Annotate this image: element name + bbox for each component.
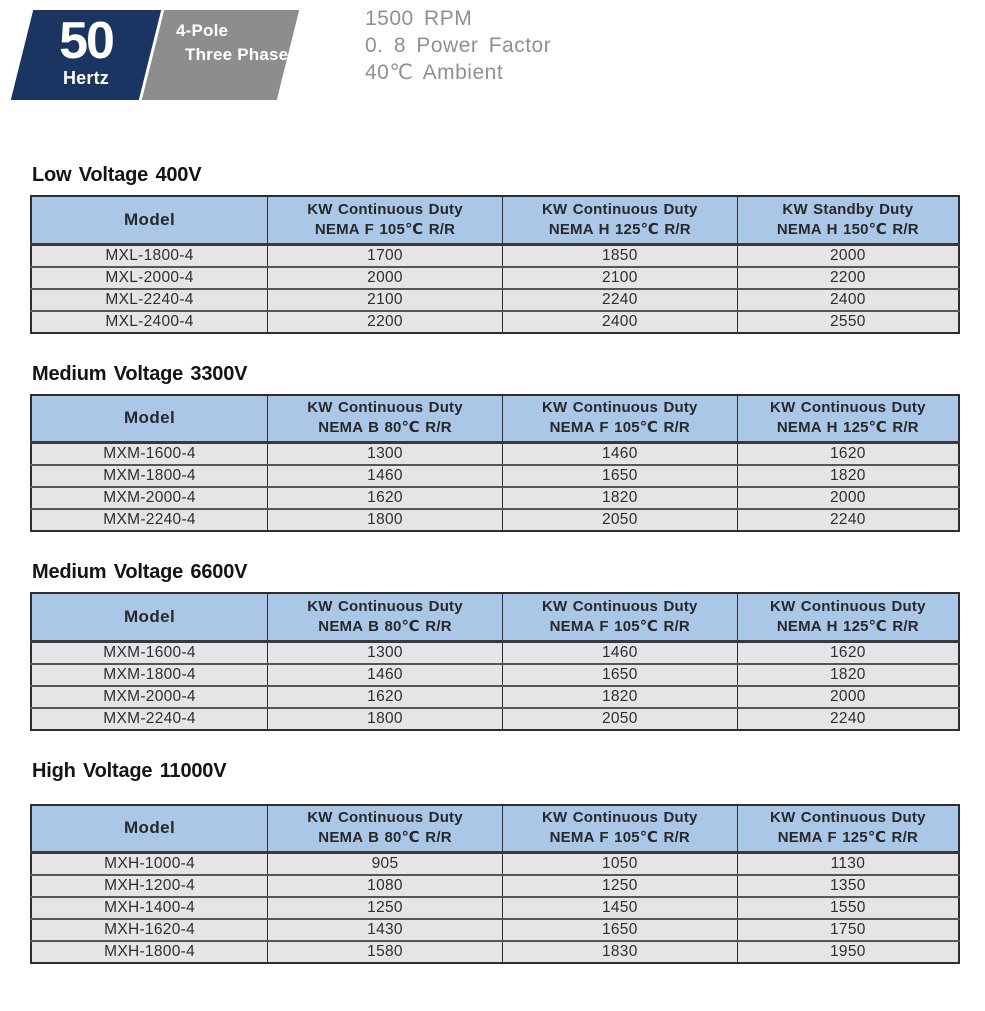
rating-conditions [365,5,551,86]
table-row [31,897,959,919]
kw-value-cell: 1820 [502,487,737,509]
header-line1: KW Continuous Duty [307,200,463,218]
section-title: High Voltage 11000V [32,759,227,782]
kw-value-cell: 2400 [737,289,959,311]
header-line1: KW Continuous Duty [307,399,463,417]
table-row [31,267,959,289]
duty-column-header [737,805,959,853]
header-line2: NEMA H 125℃ R/R [548,220,691,238]
kw-value-cell: 1620 [268,487,503,509]
kw-value-cell: 1620 [737,641,959,664]
kw-value-cell: 1750 [737,919,959,941]
model-cell: MXH-1620-4 [31,919,268,941]
table-row [31,919,959,941]
header-line2: NEMA F 105℃ R/R [549,419,690,437]
table-row [31,941,959,963]
header-line2: NEMA F 105℃ R/R [314,220,456,238]
table-row [31,244,959,267]
kw-value-cell: 2050 [502,708,737,730]
rpm-label: 1500 RPM [365,7,473,30]
spec-table [30,394,960,533]
model-column-header [31,805,268,853]
table-row [31,686,959,708]
kw-value-cell: 1300 [268,641,503,664]
kw-value-cell: 1620 [268,686,503,708]
header-line2: NEMA H 125℃ R/R [776,419,919,437]
table-row [31,509,959,531]
tables-region [30,164,960,964]
section-title: Medium Voltage 3300V [32,362,248,385]
table-row [31,465,959,487]
pole-badge [176,19,288,67]
table-row [31,487,959,509]
model-cell: MXL-2400-4 [31,311,268,333]
kw-value-cell: 1460 [502,443,737,466]
table-row [31,853,959,876]
duty-column-header [502,593,737,641]
kw-value-cell: 1300 [268,443,503,466]
kw-value-cell: 2000 [737,686,959,708]
header-line1: KW Continuous Duty [307,597,463,615]
pole-label: 4-Pole [176,21,229,40]
frequency-unit: Hertz [62,68,109,88]
model-cell: MXM-2000-4 [31,487,268,509]
header-line1: Model [124,606,176,626]
duty-column-header [737,593,959,641]
table-header-row [31,805,959,853]
duty-column-header [737,196,959,244]
header-line1: KW Continuous Duty [307,809,463,827]
kw-value-cell: 1550 [737,897,959,919]
kw-value-cell: 1250 [268,897,503,919]
kw-value-cell: 2100 [268,289,503,311]
model-cell: MXM-1800-4 [31,664,268,686]
model-column-header [31,395,268,443]
ambient-label: 40℃ Ambient [365,61,504,84]
duty-column-header [268,196,503,244]
model-cell: MXH-1000-4 [31,853,268,876]
kw-value-cell: 1820 [737,465,959,487]
kw-value-cell: 1820 [502,686,737,708]
kw-value-cell: 2240 [502,289,737,311]
kw-value-cell: 1350 [737,875,959,897]
header-line1: KW Continuous Duty [542,597,698,615]
model-cell: MXL-2000-4 [31,267,268,289]
section-title: Medium Voltage 6600V [32,561,248,583]
model-cell: MXH-1200-4 [31,875,268,897]
kw-value-cell: 1080 [268,875,503,897]
table-row [31,443,959,466]
table-header-row [31,593,959,641]
table-row [31,311,959,333]
table-row [31,289,959,311]
duty-column-header [268,593,503,641]
duty-column-header [502,805,737,853]
kw-value-cell: 2200 [268,311,503,333]
model-cell: MXM-1600-4 [31,641,268,664]
kw-value-cell: 1950 [737,941,959,963]
header-line1: KW Standby Duty [782,200,914,218]
frequency-value: 50 [59,12,113,70]
model-column-header [31,593,268,641]
model-cell: MXM-2240-4 [31,708,268,730]
kw-value-cell: 2240 [737,509,959,531]
kw-value-cell: 2100 [502,267,737,289]
header-line1: Model [124,818,176,838]
kw-value-cell: 905 [268,853,503,876]
header-line2: NEMA B 80℃ R/R [318,617,452,635]
header-line2: NEMA F 105℃ R/R [549,829,690,847]
kw-value-cell: 2200 [737,267,959,289]
header-line1: KW Continuous Duty [770,399,926,417]
model-cell: MXL-2240-4 [31,289,268,311]
kw-value-cell: 1800 [268,708,503,730]
model-cell: MXM-1600-4 [31,443,268,466]
duty-column-header [502,395,737,443]
kw-value-cell: 2000 [737,487,959,509]
spec-table [30,804,960,965]
table-row [31,708,959,730]
model-cell: MXM-1800-4 [31,465,268,487]
kw-value-cell: 1450 [502,897,737,919]
frequency-badge [22,10,150,100]
model-column-header [31,196,268,244]
kw-value-cell: 2400 [502,311,737,333]
kw-value-cell: 2000 [268,267,503,289]
kw-value-cell: 1460 [268,664,503,686]
model-cell: MXM-2240-4 [31,509,268,531]
kw-value-cell: 1650 [502,664,737,686]
header-line1: Model [124,209,176,229]
kw-value-cell: 2240 [737,708,959,730]
header-line2: NEMA B 80℃ R/R [318,419,452,437]
section-title: Low Voltage 400V [32,164,202,186]
spec-table [30,592,960,731]
kw-value-cell: 1700 [268,244,503,267]
kw-value-cell: 1650 [502,919,737,941]
kw-value-cell: 1250 [502,875,737,897]
kw-value-cell: 1460 [502,641,737,664]
spec-table [30,195,960,334]
kw-value-cell: 1130 [737,853,959,876]
kw-value-cell: 1050 [502,853,737,876]
header-line1: KW Continuous Duty [542,399,698,417]
model-cell: MXH-1400-4 [31,897,268,919]
kw-value-cell: 2000 [737,244,959,267]
duty-column-header [268,395,503,443]
table-row [31,664,959,686]
kw-value-cell: 1800 [268,509,503,531]
header-line1: KW Continuous Duty [542,809,698,827]
duty-column-header [268,805,503,853]
duty-column-header [737,395,959,443]
phase-label: Three Phase [185,45,289,64]
header-line2: NEMA H 150℃ R/R [776,220,919,238]
header-line2: NEMA H 125℃ R/R [776,617,919,635]
kw-value-cell: 1580 [268,941,503,963]
kw-value-cell: 1820 [737,664,959,686]
table-row [31,641,959,664]
kw-value-cell: 1460 [268,465,503,487]
model-cell: MXM-2000-4 [31,686,268,708]
header-line1: Model [124,408,176,428]
kw-value-cell: 1850 [502,244,737,267]
header-line1: KW Continuous Duty [770,597,926,615]
header-line1: KW Continuous Duty [770,809,926,827]
header-line2: NEMA B 80℃ R/R [318,829,452,847]
table-header-row [31,395,959,443]
header-banner [0,0,985,100]
model-cell: MXH-1800-4 [31,941,268,963]
kw-value-cell: 2550 [737,311,959,333]
kw-value-cell: 1430 [268,919,503,941]
table-header-row [31,196,959,244]
power-factor-label: 0. 8 Power Factor [365,34,552,57]
kw-value-cell: 2050 [502,509,737,531]
header-line1: KW Continuous Duty [542,200,698,218]
header-line2: NEMA F 105℃ R/R [549,617,690,635]
table-row [31,875,959,897]
header-line2: NEMA F 125℃ R/R [777,829,918,847]
kw-value-cell: 1830 [502,941,737,963]
duty-column-header [502,196,737,244]
kw-value-cell: 1620 [737,443,959,466]
kw-value-cell: 1650 [502,465,737,487]
model-cell: MXL-1800-4 [31,244,268,267]
